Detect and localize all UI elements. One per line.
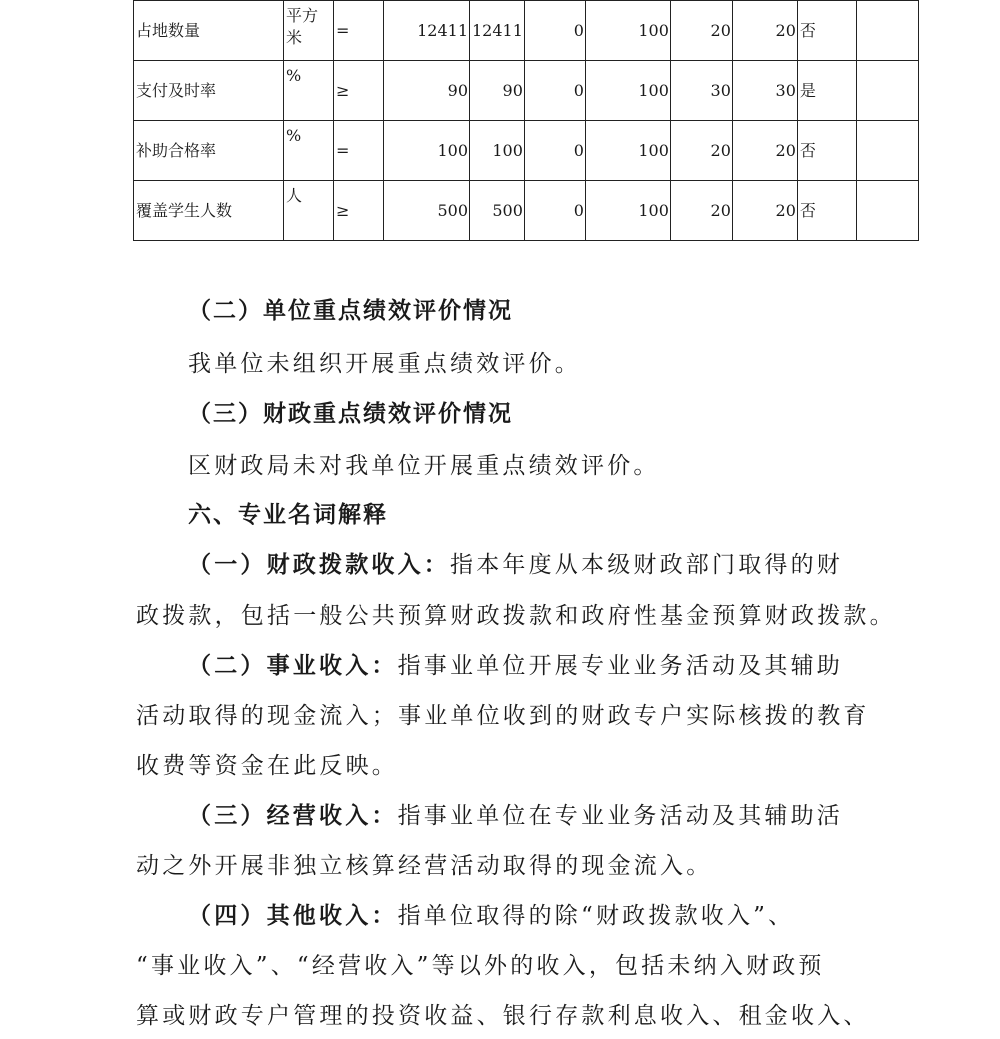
table-row: [134, 121, 919, 181]
term-text: 指本年度从本级财政部门取得的财: [450, 552, 843, 578]
score-cell: 20: [732, 121, 797, 181]
term-label-business-income: （二）事业收入：: [188, 652, 398, 679]
completion-rate-cell: 100: [585, 61, 670, 121]
completion-rate-cell: 100: [585, 1, 670, 61]
term-operating-income-line-1: [188, 797, 843, 830]
term-label-other-income: （四）其他收入：: [188, 902, 398, 929]
indicator-name-cell: 覆盖学生人数: [134, 181, 284, 241]
term-business-income-line-3: 收费等资金在此反映。: [136, 753, 398, 779]
heading-terms-explanation: 六、专业名词解释: [188, 501, 388, 528]
heading-unit-key-evaluation: （二）单位重点绩效评价情况: [188, 297, 513, 324]
unit-cell: 人: [284, 181, 334, 241]
unit-cell: %: [284, 121, 334, 181]
deviation-cell: 0: [524, 181, 585, 241]
indicator-name-cell: 占地数量: [134, 1, 284, 61]
score-cell: 20: [732, 1, 797, 61]
weight-cell: 20: [670, 181, 732, 241]
weight-cell: 20: [670, 1, 732, 61]
term-other-income-line-2: “事业收入”、“经营收入”等以外的收入，包括未纳入财政预: [136, 953, 825, 979]
term-text: 指事业单位在专业业务活动及其辅助活: [397, 803, 844, 829]
flag-cell: 否: [797, 1, 856, 61]
target-value-cell: 12411: [384, 1, 470, 61]
weight-cell: 20: [670, 121, 732, 181]
actual-value-cell: 500: [470, 181, 525, 241]
table-row: [134, 181, 919, 241]
term-other-income-line-1: [188, 897, 794, 930]
target-value-cell: 500: [384, 181, 470, 241]
term-text: 指单位取得的除“财政拨款收入”、: [397, 903, 795, 929]
unit-cell: 平方米: [284, 1, 334, 61]
flag-cell: 否: [797, 121, 856, 181]
deviation-cell: 0: [524, 61, 585, 121]
flag-cell: 是: [797, 61, 856, 121]
deviation-cell: 0: [524, 121, 585, 181]
table-row: [134, 1, 919, 61]
term-text: 指事业单位开展专业业务活动及其辅助: [397, 653, 844, 679]
term-operating-income-line-2: 动之外开展非独立核算经营活动取得的现金流入。: [136, 853, 713, 879]
actual-value-cell: 12411: [470, 1, 525, 61]
completion-rate-cell: 100: [585, 121, 670, 181]
term-business-income-line-1: [188, 647, 843, 680]
actual-value-cell: 100: [470, 121, 525, 181]
term-label-fiscal-appropriation: （一）财政拨款收入：: [188, 551, 450, 578]
actual-value-cell: 90: [470, 61, 525, 121]
flag-cell: 否: [797, 181, 856, 241]
target-value-cell: 100: [384, 121, 470, 181]
heading-finance-key-evaluation: （三）财政重点绩效评价情况: [188, 400, 513, 427]
term-business-income-line-2: 活动取得的现金流入；事业单位收到的财政专户实际核拨的教育: [136, 703, 870, 729]
score-cell: 20: [732, 181, 797, 241]
note-cell: [856, 181, 918, 241]
note-cell: [856, 1, 918, 61]
operator-cell: ≥: [334, 61, 384, 121]
operator-cell: ≥: [334, 181, 384, 241]
table-row: [134, 61, 919, 121]
indicator-name-cell: 支付及时率: [134, 61, 284, 121]
weight-cell: 30: [670, 61, 732, 121]
operator-cell: =: [334, 121, 384, 181]
score-cell: 30: [732, 61, 797, 121]
paragraph-unit-evaluation: 我单位未组织开展重点绩效评价。: [188, 351, 581, 377]
note-cell: [856, 61, 918, 121]
note-cell: [856, 121, 918, 181]
unit-cell: %: [284, 61, 334, 121]
paragraph-finance-evaluation: 区财政局未对我单位开展重点绩效评价。: [188, 453, 660, 479]
indicator-name-cell: 补助合格率: [134, 121, 284, 181]
deviation-cell: 0: [524, 1, 585, 61]
term-other-income-line-3: 算或财政专户管理的投资收益、银行存款利息收入、租金收入、: [136, 1003, 870, 1029]
operator-cell: =: [334, 1, 384, 61]
performance-indicator-table: [133, 0, 919, 241]
term-label-operating-income: （三）经营收入：: [188, 802, 398, 829]
term-fiscal-appropriation-line-1: [188, 546, 843, 579]
completion-rate-cell: 100: [585, 181, 670, 241]
target-value-cell: 90: [384, 61, 470, 121]
term-fiscal-appropriation-line-2: 政拨款，包括一般公共预算财政拨款和政府性基金预算财政拨款。: [136, 603, 896, 629]
